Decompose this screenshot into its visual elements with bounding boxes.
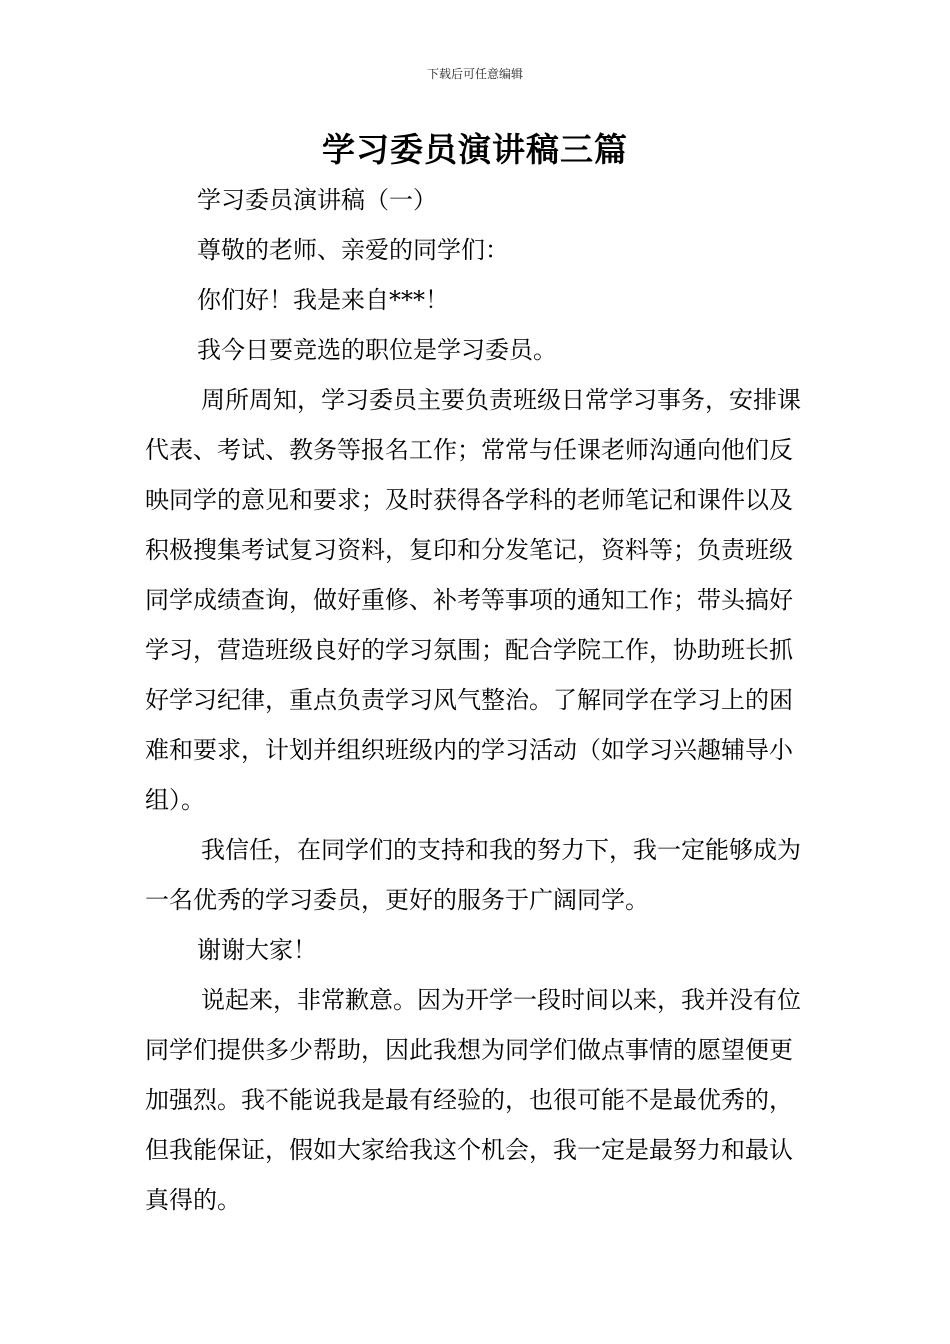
salutation: 尊敬的老师、亲爱的同学们：: [197, 236, 509, 264]
greeting: 你们好！我是来自***！: [197, 286, 449, 314]
position-statement: 我今日要竞选的职位是学习委员。: [197, 336, 557, 364]
header-note: 下载后可任意编辑: [426, 67, 523, 81]
document-body: [145, 175, 807, 1225]
confidence-paragraph: 我信任，在同学们的支持和我的努力下，我一定能够成为一名优秀的学习委员，更好的服务于广阔同学。: [145, 836, 801, 914]
speech-subtitle: 学习委员演讲稿（一）: [197, 186, 437, 214]
document-title: 学习委员演讲稿三篇: [322, 130, 628, 169]
thanks-line: 谢谢大家！: [197, 936, 317, 964]
apology-paragraph: 说起来，非常歉意。因为开学一段时间以来，我并没有位同学们提供多少帮助，因此我想为同学们做点事情的愿望便更加强烈。我不能说我是最有经验的，也很可能不是最优秀的，但我能保证，假如大家给我这个机会，我一定是最努力和最认真得的。: [145, 986, 801, 1214]
duties-paragraph: 周所周知，学习委员主要负责班级日常学习事务，安排课代表、考试、教务等报名工作；常常与任课老师沟通向他们反映同学的意见和要求；及时获得各学科的老师笔记和课件以及积极搜集考试复习资料，复印和分发笔记，资料等；负责班级同学成绩查询，做好重修、补考等事项的通知工作；带头搞好学习，营造班级良好的学习氛围；配合学院工作，协助班长抓好学习纪律，重点负责学习风气整治。了解同学在学习上的困难和要求，计划并组织班级内的学习活动（如学习兴趣辅导小组）。: [145, 386, 801, 814]
